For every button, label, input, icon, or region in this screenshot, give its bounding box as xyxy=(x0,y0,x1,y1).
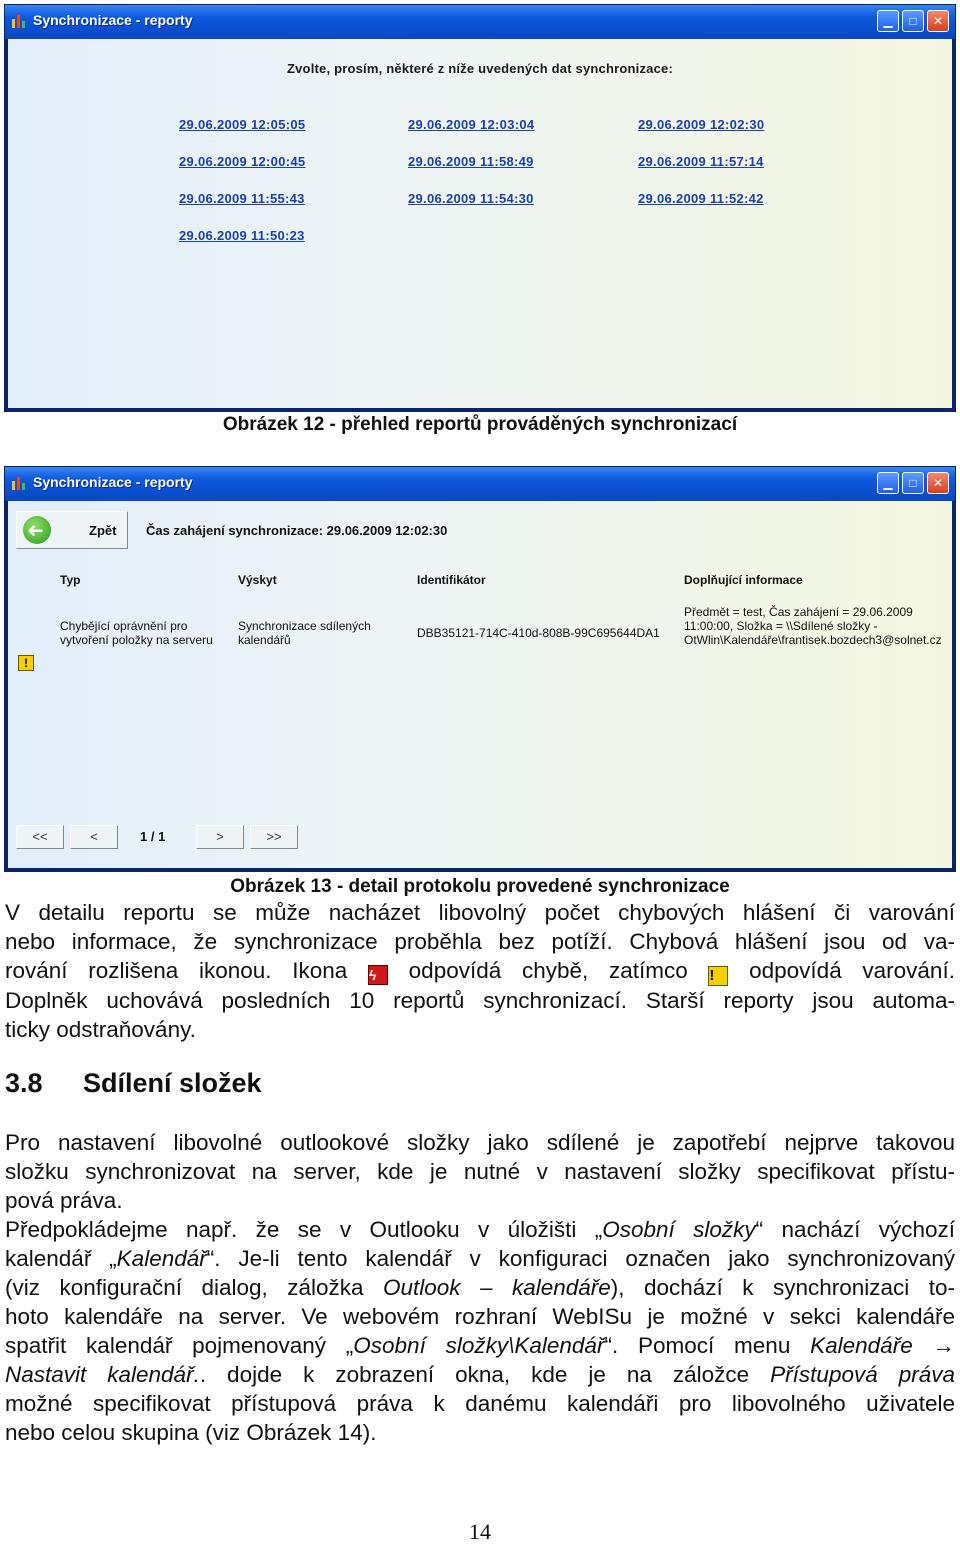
close-button[interactable]: ✕ xyxy=(927,472,949,494)
minimize-button[interactable]: ▁ xyxy=(877,10,899,32)
column-header-identifier: Identifikátor xyxy=(417,573,486,587)
report-occurrence-line: Synchronizace sdílených xyxy=(238,619,371,633)
page-number: 14 xyxy=(469,1519,491,1544)
report-type-line: vytvoření položky na serveru xyxy=(60,633,213,647)
report-type-line: Chybějící oprávnění pro xyxy=(60,619,188,633)
text-fragment: Osobní složky\Kalendář xyxy=(353,1333,605,1358)
text-line: hoto kalendáře na server. Ve webovém rozhraní WebISu je možné v sekci kalendáře xyxy=(5,1304,955,1329)
text-line: ticky odstraňovány. xyxy=(5,1017,196,1042)
text-line: Pro nastavení libovolné outlookové složky jako sdílené je zapotřebí nejprve takovou xyxy=(5,1130,955,1155)
back-button[interactable] xyxy=(16,511,128,549)
report-date-link[interactable]: 29.06.2009 12:03:04 xyxy=(408,117,535,132)
text-line xyxy=(5,1360,955,1389)
text-fragment: Nastavit kalendář. xyxy=(5,1362,200,1387)
report-date-link[interactable]: 29.06.2009 11:50:23 xyxy=(179,228,305,243)
report-occurrence-line: kalendářů xyxy=(238,633,291,647)
report-info-line: Předmět = test, Čas zahájení = 29.06.2009 xyxy=(684,605,913,619)
report-identifier-cell[interactable]: DBB35121-714C-410d-808B-99C695644DA1 xyxy=(417,626,660,640)
window-title: Synchronizace - reporty xyxy=(33,474,193,490)
reports-window xyxy=(4,4,956,412)
text-line xyxy=(5,1331,955,1360)
last-page-button[interactable]: >> xyxy=(250,825,298,849)
text-fragment: rování rozlišena ikonou. Ikona xyxy=(5,958,348,983)
text-fragment: odpovídá chybě, zatímco xyxy=(408,958,688,983)
text-line xyxy=(5,1215,955,1244)
maximize-button[interactable]: □ xyxy=(902,472,924,494)
text-line xyxy=(5,1273,955,1302)
section-title: Sdílení složek xyxy=(83,1068,262,1098)
text-line: možné specifikovat přístupová práva k danému kalendáři pro libovolného uživatele xyxy=(5,1391,955,1416)
text-line: nebo informace, že synchronizace proběhla bez potíží. Chybová hlášení jsou od va- xyxy=(5,929,955,954)
report-date-link[interactable]: 29.06.2009 11:57:14 xyxy=(638,154,764,169)
text-fragment: ), dochází k synchronizaci to- xyxy=(610,1275,955,1300)
text-fragment: “ nachází výchozí xyxy=(755,1217,955,1242)
text-line: nebo celou skupina (viz Obrázek 14). xyxy=(5,1420,377,1445)
report-date-link[interactable]: 29.06.2009 11:58:49 xyxy=(408,154,534,169)
title-bar[interactable] xyxy=(5,5,955,39)
section-heading xyxy=(5,1068,262,1099)
text-line: pová práva. xyxy=(5,1188,123,1213)
report-type-cell[interactable] xyxy=(60,619,213,647)
text-fragment: (viz konfigurační dialog, záložka xyxy=(5,1275,383,1300)
report-date-link[interactable]: 29.06.2009 12:05:05 xyxy=(179,117,306,132)
paragraph-example xyxy=(5,1215,955,1447)
report-info-cell[interactable] xyxy=(684,605,942,647)
text-fragment: Předpokládejme např. že se v Outlooku v úložišti „ xyxy=(5,1217,603,1242)
app-bar-chart-icon xyxy=(11,13,27,29)
text-line: Doplněk uchovává posledních 10 reportů synchronizací. Starší reporty jsou automa- xyxy=(5,988,955,1013)
text-fragment: Kalendáře → xyxy=(810,1333,955,1358)
text-fragment: Osobní složky xyxy=(602,1217,756,1242)
text-fragment: “. Pomocí menu xyxy=(604,1333,811,1358)
text-line-icons xyxy=(5,956,955,986)
window-client xyxy=(8,501,952,868)
column-header-info: Doplňující informace xyxy=(684,573,803,587)
app-bar-chart-icon xyxy=(11,475,27,491)
next-page-button[interactable]: > xyxy=(196,825,244,849)
select-prompt: Zvolte, prosím, některé z níže uvedených dat synchronizace: xyxy=(286,61,674,76)
report-detail-window xyxy=(4,466,956,872)
column-header-occurrence: Výskyt xyxy=(238,573,277,587)
warning-icon: ! xyxy=(708,966,728,986)
column-header-type: Typ xyxy=(60,573,81,587)
text-fragment: . dojde k zobrazení okna, kde je na záložce xyxy=(199,1362,771,1387)
warning-icon: ! xyxy=(18,655,34,671)
text-fragment: kalendář „ xyxy=(5,1246,117,1271)
figure-caption-13: Obrázek 13 - detail protokolu provedené synchronizace xyxy=(230,876,730,897)
report-date-link[interactable]: 29.06.2009 11:55:43 xyxy=(179,191,305,206)
first-page-button[interactable]: << xyxy=(16,825,64,849)
back-button-label: Zpět xyxy=(89,523,117,538)
paragraph-report-detail xyxy=(5,898,955,1044)
figure-caption-12: Obrázek 12 - přehled reportů prováděných synchronizací xyxy=(222,414,738,435)
section-number: 3.8 xyxy=(5,1068,43,1098)
report-occurrence-cell[interactable] xyxy=(238,619,371,647)
paragraph-shared-folders xyxy=(5,1128,955,1215)
report-info-line: 11:00:00, Složka = \\Sdílené složky - xyxy=(684,619,878,633)
page-indicator: 1 / 1 xyxy=(140,829,166,844)
text-fragment: odpovídá varování. xyxy=(749,958,955,983)
back-arrow-icon xyxy=(23,516,51,544)
text-fragment: Outlook – kalendáře xyxy=(383,1275,611,1300)
window-client xyxy=(8,39,952,408)
report-date-link[interactable]: 29.06.2009 12:00:45 xyxy=(179,154,306,169)
previous-page-button[interactable]: < xyxy=(70,825,118,849)
text-fragment: spatřit kalendář pojmenovaný „ xyxy=(5,1333,354,1358)
report-info-line: OtWlin\Kalendáře\frantisek.bozdech3@solnet.cz xyxy=(684,633,942,647)
text-line xyxy=(5,1244,955,1273)
text-fragment: Přístupová práva xyxy=(770,1362,955,1387)
text-line: složku synchronizovat na server, kde je nutné v nastavení složky specifikovat přístu- xyxy=(5,1159,955,1184)
window-title: Synchronizace - reporty xyxy=(33,12,193,28)
error-icon: ϟ xyxy=(368,965,388,985)
report-date-link[interactable]: 29.06.2009 11:52:42 xyxy=(638,191,764,206)
text-fragment: Kalendář xyxy=(116,1246,207,1271)
title-bar[interactable] xyxy=(5,467,955,501)
minimize-button[interactable]: ▁ xyxy=(877,472,899,494)
close-button[interactable]: ✕ xyxy=(927,10,949,32)
report-date-link[interactable]: 29.06.2009 11:54:30 xyxy=(408,191,534,206)
text-fragment: “. Je-li tento kalendář v konfiguraci označen jako synchronizovaný xyxy=(206,1246,955,1271)
maximize-button[interactable]: □ xyxy=(902,10,924,32)
sync-start-time: Čas zahájení synchronizace: 29.06.2009 12:02:30 xyxy=(146,523,448,538)
text-line: V detailu reportu se může nacházet libovolný počet chybových hlášení či varování xyxy=(5,900,955,925)
report-date-link[interactable]: 29.06.2009 12:02:30 xyxy=(638,117,765,132)
